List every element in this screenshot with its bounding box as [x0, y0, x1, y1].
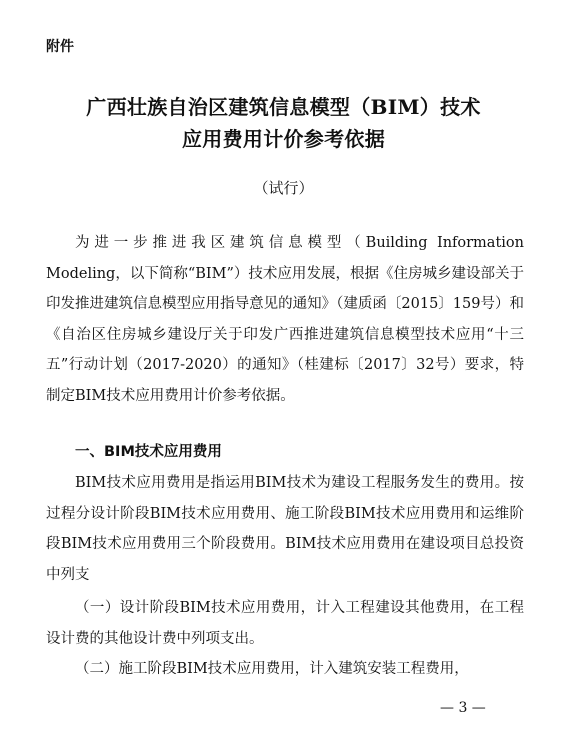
intro-paragraph: 为进一步推进我区建筑信息模型（Building Information Modeling，以下简称“BIM”）技术应用发展，根据《住房城乡建设部关于印发推进建筑信息模型应用指导意见的通知》（建质函〔2015〕159号）和《自治区住房城乡建设厅关于印发广西推进建筑信息模型技术应用“十三五”行动计划（2017-2020）的通知》（桂建标〔2017〕32号）要求，特制定BIM技术应用费用计价参考依据。	[46, 235, 524, 404]
title-line-1: 广西壮族自治区建筑信息模型（BIM）技术	[86, 95, 481, 119]
page-number: — 3 —	[440, 700, 486, 716]
document-subtitle: （试行）	[253, 179, 314, 197]
list-item-construction-stage: （二）施工阶段BIM技术应用费用，计入建筑安装工程费用，	[75, 661, 469, 677]
section-heading: 一、BIM技术应用费用	[75, 444, 222, 460]
list-item-design-stage: （一）设计阶段BIM技术应用费用，计入工程建设其他费用，在工程设计费的其他设计费中列项支出。	[46, 600, 524, 647]
document-title	[40, 91, 527, 155]
attachment-label: 附件	[46, 39, 74, 55]
section-paragraph: BIM技术应用费用是指运用BIM技术为建设工程服务发生的费用。按过程分设计阶段BIM技术应用费用、施工阶段BIM技术应用费用和运维阶段BIM技术应用费用三个阶段费用。BIM技术应用费用在建设项目总投资中列支	[46, 475, 524, 583]
title-line-2: 应用费用计价参考依据	[182, 127, 385, 151]
